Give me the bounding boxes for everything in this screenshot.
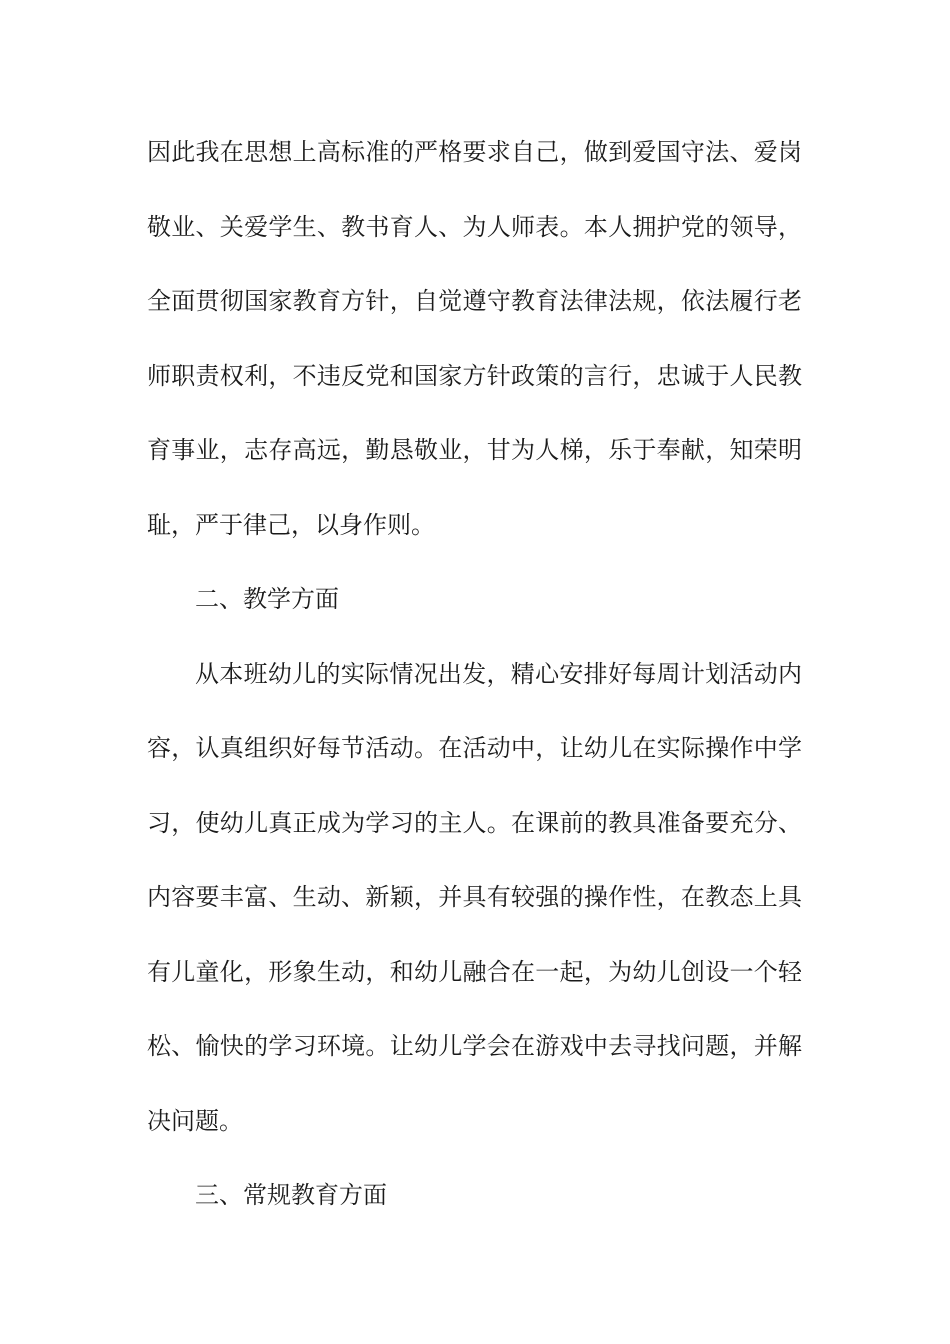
body-text-line: 育事业，志存高远，勤恳敬业，甘为人梯，乐于奉献，知荣明	[147, 436, 802, 464]
body-text-line: 师职责权利，不违反党和国家方针政策的言行，忠诚于人民教	[147, 362, 802, 390]
body-text-line: 习，使幼儿真正成为学习的主人。在课前的教具准备要充分、	[147, 809, 802, 837]
body-text-line: 耻，严于律己，以身作则。	[147, 511, 435, 539]
body-text-line: 全面贯彻国家教育方针，自觉遵守教育法律法规，依法履行老	[147, 287, 802, 315]
body-text-line: 有儿童化，形象生动，和幼儿融合在一起，为幼儿创设一个轻	[147, 958, 802, 986]
body-text-line: 因此我在思想上高标准的严格要求自己，做到爱国守法、爱岗	[147, 138, 802, 166]
body-text-line: 松、愉快的学习环境。让幼儿学会在游戏中去寻找问题，并解	[147, 1032, 802, 1060]
body-text-line: 敬业、关爱学生、教书育人、为人师表。本人拥护党的领导，	[147, 213, 802, 241]
section-heading-routine-education: 三、常规教育方面	[195, 1181, 387, 1209]
body-text-line: 容，认真组织好每节活动。在活动中，让幼儿在实际操作中学	[147, 734, 802, 762]
body-text-line: 决问题。	[147, 1107, 243, 1135]
paragraph-first-line: 从本班幼儿的实际情况出发，精心安排好每周计划活动内	[195, 660, 802, 688]
section-heading-teaching: 二、教学方面	[195, 585, 339, 613]
body-text-line: 内容要丰富、生动、新颖，并具有较强的操作性，在教态上具	[147, 883, 802, 911]
